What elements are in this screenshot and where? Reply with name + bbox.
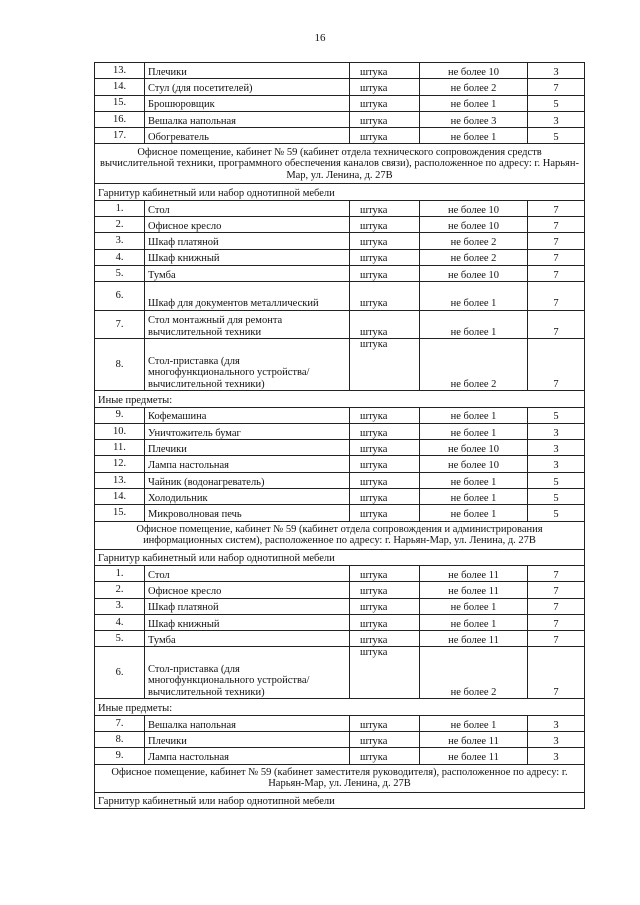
item-number: 3. [95,233,145,249]
item-number: 7. [95,310,145,339]
group-label-row [95,184,585,200]
item-unit: штука [350,233,420,249]
table-row [95,440,585,456]
group-label-row [95,549,585,565]
item-number: 14. [95,489,145,505]
item-limit: не более 2 [420,249,528,265]
item-name: Плечики [145,732,350,748]
item-unit: штука [350,339,420,391]
table-row [95,647,585,699]
table-row [95,200,585,216]
item-number: 6. [95,647,145,699]
item-unit: штука [350,732,420,748]
item-name: Вешалка напольная [145,111,350,127]
item-name: Стол [145,565,350,581]
item-limit: не более 3 [420,111,528,127]
item-limit: не более 10 [420,456,528,472]
item-number: 4. [95,249,145,265]
item-name: Кофемашина [145,407,350,423]
item-unit: штука [350,265,420,281]
table-row [95,456,585,472]
item-number: 11. [95,440,145,456]
item-limit: не более 1 [420,282,528,311]
item-limit: не более 1 [420,310,528,339]
item-quantity: 3 [528,111,585,127]
item-name: Плечики [145,63,350,79]
table-row [95,472,585,488]
item-limit: не более 2 [420,647,528,699]
item-name: Офисное кресло [145,217,350,233]
item-quantity: 7 [528,310,585,339]
item-number: 7. [95,715,145,731]
item-quantity: 3 [528,63,585,79]
item-limit: не более 1 [420,407,528,423]
table-row [95,489,585,505]
item-unit: штука [350,79,420,95]
group-label: Иные предметы: [95,391,585,407]
item-quantity: 7 [528,582,585,598]
item-limit: не более 1 [420,128,528,144]
item-unit: штука [350,423,420,439]
item-unit: штука [350,407,420,423]
table-row [95,233,585,249]
item-unit: штука [350,598,420,614]
item-name: Стол монтажный для ремонта вычислительной техники [145,310,350,339]
item-limit: не более 11 [420,631,528,647]
table-row [95,63,585,79]
item-number: 8. [95,339,145,391]
item-number: 17. [95,128,145,144]
item-number: 12. [95,456,145,472]
item-quantity: 7 [528,565,585,581]
item-quantity: 5 [528,505,585,521]
item-limit: не более 1 [420,598,528,614]
table-row [95,748,585,764]
item-name: Стол-приставка (для многофункционального устройства/вычислительной техники) [145,339,350,391]
table-row [95,282,585,311]
table-row [95,732,585,748]
item-number: 1. [95,200,145,216]
item-quantity: 3 [528,715,585,731]
item-unit: штука [350,249,420,265]
item-limit: не более 1 [420,95,528,111]
table-row [95,614,585,630]
item-name: Тумба [145,265,350,281]
item-limit: не более 10 [420,440,528,456]
table-row [95,582,585,598]
item-quantity: 3 [528,748,585,764]
page-number: 16 [314,32,326,44]
item-number: 9. [95,407,145,423]
item-unit: штука [350,200,420,216]
item-unit: штука [350,631,420,647]
item-unit: штука [350,128,420,144]
item-quantity: 5 [528,407,585,423]
item-unit: штука [350,310,420,339]
group-label: Гарнитур кабинетный или набор однотипной мебели [95,184,585,200]
item-name: Брошюровщик [145,95,350,111]
item-quantity: 3 [528,456,585,472]
item-quantity: 7 [528,647,585,699]
item-name: Уничтожитель бумаг [145,423,350,439]
table-row [95,339,585,391]
item-quantity: 7 [528,79,585,95]
item-quantity: 3 [528,423,585,439]
item-number: 16. [95,111,145,127]
item-unit: штука [350,95,420,111]
item-name: Шкаф платяной [145,598,350,614]
item-name: Лампа настольная [145,748,350,764]
item-limit: не более 11 [420,732,528,748]
section-heading-row [95,764,585,792]
item-number: 2. [95,217,145,233]
table-row [95,715,585,731]
table-row [95,407,585,423]
item-name: Микроволновая печь [145,505,350,521]
item-unit: штука [350,748,420,764]
item-unit: штука [350,282,420,311]
table-row [95,310,585,339]
item-name: Офисное кресло [145,582,350,598]
item-limit: не более 10 [420,63,528,79]
item-name: Обогреватель [145,128,350,144]
item-number: 14. [95,79,145,95]
item-number: 13. [95,63,145,79]
item-number: 13. [95,472,145,488]
item-limit: не более 10 [420,200,528,216]
group-label-row [95,792,585,808]
item-unit: штука [350,647,420,699]
item-limit: не более 1 [420,423,528,439]
item-unit: штука [350,63,420,79]
table-row [95,505,585,521]
item-unit: штука [350,614,420,630]
item-limit: не более 10 [420,265,528,281]
section-heading-row [95,521,585,549]
group-label: Гарнитур кабинетный или набор однотипной мебели [95,792,585,808]
item-quantity: 7 [528,598,585,614]
item-name: Шкаф книжный [145,614,350,630]
item-number: 10. [95,423,145,439]
item-name: Стол [145,200,350,216]
inventory-table [94,62,585,809]
table-row [95,249,585,265]
table-row [95,265,585,281]
table-row [95,631,585,647]
item-name: Плечики [145,440,350,456]
item-limit: не более 11 [420,748,528,764]
item-quantity: 7 [528,249,585,265]
item-limit: не более 2 [420,339,528,391]
item-number: 2. [95,582,145,598]
item-name: Лампа настольная [145,456,350,472]
item-number: 1. [95,565,145,581]
item-name: Шкаф книжный [145,249,350,265]
item-unit: штука [350,440,420,456]
item-unit: штука [350,715,420,731]
group-label-row [95,699,585,715]
item-limit: не более 1 [420,489,528,505]
item-quantity: 3 [528,440,585,456]
item-quantity: 7 [528,631,585,647]
group-label-row [95,391,585,407]
item-number: 3. [95,598,145,614]
item-name: Чайник (водонагреватель) [145,472,350,488]
item-name: Тумба [145,631,350,647]
item-unit: штука [350,489,420,505]
item-unit: штука [350,505,420,521]
item-number: 5. [95,631,145,647]
group-label: Гарнитур кабинетный или набор однотипной мебели [95,549,585,565]
item-quantity: 3 [528,732,585,748]
item-number: 5. [95,265,145,281]
item-name: Шкаф для документов металлический [145,282,350,311]
section-heading: Офисное помещение, кабинет № 59 (кабинет отдела сопровождения и администрирования информационных систем), расположенное по адресу: г. Нарьян-Мар, ул. Ленина, д. 27В [95,521,585,549]
item-limit: не более 2 [420,79,528,95]
item-quantity: 7 [528,233,585,249]
item-quantity: 7 [528,282,585,311]
group-label: Иные предметы: [95,699,585,715]
table-row [95,111,585,127]
item-unit: штука [350,111,420,127]
item-unit: штука [350,217,420,233]
item-unit: штука [350,456,420,472]
item-quantity: 5 [528,472,585,488]
item-number: 6. [95,282,145,311]
item-limit: не более 2 [420,233,528,249]
item-unit: штука [350,472,420,488]
item-name: Стул (для посетителей) [145,79,350,95]
item-limit: не более 11 [420,565,528,581]
section-heading: Офисное помещение, кабинет № 59 (кабинет заместителя руководителя), расположенное по адресу: г. Нарьян-Мар, ул. Ленина, д. 27В [95,764,585,792]
table-row [95,598,585,614]
table-row [95,423,585,439]
item-quantity: 5 [528,128,585,144]
table-row [95,565,585,581]
item-name: Шкаф платяной [145,233,350,249]
item-name: Стол-приставка (для многофункционального устройства/вычислительной техники) [145,647,350,699]
item-limit: не более 1 [420,505,528,521]
item-number: 8. [95,732,145,748]
item-quantity: 7 [528,217,585,233]
item-unit: штука [350,565,420,581]
item-name: Холодильник [145,489,350,505]
table-row [95,95,585,111]
item-limit: не более 1 [420,614,528,630]
item-quantity: 7 [528,200,585,216]
item-name: Вешалка напольная [145,715,350,731]
item-number: 15. [95,505,145,521]
table-row [95,217,585,233]
item-number: 4. [95,614,145,630]
item-limit: не более 11 [420,582,528,598]
item-number: 9. [95,748,145,764]
section-heading: Офисное помещение, кабинет № 59 (кабинет отдела технического сопровождения средств вычислительной техники, программного обеспечения каналов связи), расположенное по адресу: г. Нарьян-Мар, ул. Ленина, д. 27В [95,144,585,184]
item-unit: штука [350,582,420,598]
item-limit: не более 1 [420,472,528,488]
item-number: 15. [95,95,145,111]
item-quantity: 7 [528,339,585,391]
item-limit: не более 10 [420,217,528,233]
item-quantity: 7 [528,265,585,281]
table-row [95,128,585,144]
item-quantity: 5 [528,489,585,505]
table-row [95,79,585,95]
section-heading-row [95,144,585,184]
item-quantity: 5 [528,95,585,111]
item-limit: не более 1 [420,715,528,731]
item-quantity: 7 [528,614,585,630]
